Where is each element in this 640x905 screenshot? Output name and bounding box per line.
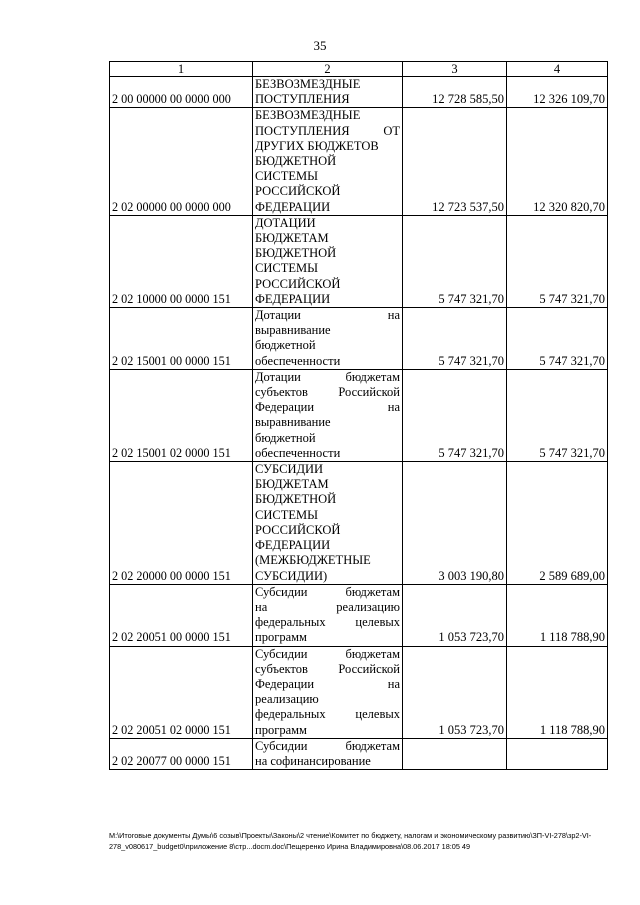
table-row bbox=[110, 462, 608, 585]
row-name-line: ФЕДЕРАЦИИ bbox=[255, 538, 331, 553]
row-value-col4: 5 747 321,70 bbox=[507, 215, 608, 307]
row-name-line: СИСТЕМЫ bbox=[255, 507, 318, 522]
row-name-line: федеральных целевых bbox=[255, 707, 400, 722]
row-code: 2 00 00000 00 0000 000 bbox=[110, 77, 253, 108]
row-name-line: Дотации на bbox=[255, 308, 400, 323]
row-name-line: субъектов Российской bbox=[255, 385, 400, 400]
row-code: 2 02 20051 00 0000 151 bbox=[110, 584, 253, 646]
row-name-line: БЮДЖЕТАМ bbox=[255, 231, 329, 246]
row-value-col3: 12 728 585,50 bbox=[403, 77, 507, 108]
row-name-line: (МЕЖБЮДЖЕТНЫЕ bbox=[255, 553, 371, 568]
row-value-col3: 5 747 321,70 bbox=[403, 369, 507, 461]
row-name-line: ПОСТУПЛЕНИЯ bbox=[255, 92, 350, 107]
row-name-line: БЮДЖЕТНОЙ bbox=[255, 492, 337, 507]
row-value-col3: 5 747 321,70 bbox=[403, 308, 507, 370]
row-name-line: СУБСИДИИ) bbox=[255, 568, 328, 583]
row-name-line: СУБСИДИИ bbox=[255, 462, 324, 477]
row-name-line: на софинансирование bbox=[255, 753, 371, 768]
row-name-line: обеспеченности bbox=[255, 353, 341, 368]
row-name-line: БЕЗВОЗМЕЗДНЫЕ bbox=[255, 108, 361, 123]
row-name-line: программ bbox=[255, 630, 307, 645]
row-name-line: федеральных целевых bbox=[255, 615, 400, 630]
footer-path-line-2: 278_v080617_budget0\приложение 8\стр...docm.doc\Пещеренко Ирина Владимировна\08.06.2017 18:05 49 bbox=[109, 842, 471, 851]
row-code: 2 02 15001 00 0000 151 bbox=[110, 308, 253, 370]
row-name-line: Субсидии бюджетам bbox=[255, 646, 400, 661]
row-name-line: БЕЗВОЗМЕЗДНЫЕ bbox=[255, 77, 361, 91]
column-header-3: 3 bbox=[403, 62, 507, 77]
row-name-line: БЮДЖЕТАМ bbox=[255, 477, 329, 492]
page-number: 35 bbox=[313, 38, 327, 53]
row-name-line: ФЕДЕРАЦИИ bbox=[255, 291, 331, 306]
row-name bbox=[253, 77, 403, 108]
row-name bbox=[253, 369, 403, 461]
row-name bbox=[253, 646, 403, 738]
row-name-line: БЮДЖЕТНОЙ bbox=[255, 246, 337, 261]
row-name-line: Федерации на bbox=[255, 400, 400, 415]
row-name-line: РОССИЙСКОЙ bbox=[255, 522, 341, 537]
row-name-line: БЮДЖЕТНОЙ bbox=[255, 154, 337, 169]
column-header-4: 4 bbox=[507, 62, 608, 77]
table-row bbox=[110, 108, 608, 215]
row-value-col3: 5 747 321,70 bbox=[403, 215, 507, 307]
row-value-col4 bbox=[507, 738, 608, 769]
table-header-row bbox=[110, 62, 608, 77]
row-name bbox=[253, 215, 403, 307]
table-row bbox=[110, 738, 608, 769]
document-footer bbox=[109, 830, 609, 852]
row-code: 2 02 00000 00 0000 000 bbox=[110, 108, 253, 215]
table-row bbox=[110, 77, 608, 108]
row-code: 2 02 20000 00 0000 151 bbox=[110, 462, 253, 585]
row-value-col4: 12 320 820,70 bbox=[507, 108, 608, 215]
row-name-line: СИСТЕМЫ bbox=[255, 169, 318, 184]
row-code: 2 02 15001 02 0000 151 bbox=[110, 369, 253, 461]
row-name-line: программ bbox=[255, 722, 307, 737]
row-code: 2 02 20077 00 0000 151 bbox=[110, 738, 253, 769]
row-name-line: Субсидии бюджетам bbox=[255, 738, 400, 753]
row-name-line: РОССИЙСКОЙ bbox=[255, 276, 341, 291]
table-row bbox=[110, 308, 608, 370]
row-value-col3: 1 053 723,70 bbox=[403, 584, 507, 646]
row-value-col3: 1 053 723,70 bbox=[403, 646, 507, 738]
row-name-line: ФЕДЕРАЦИИ bbox=[255, 199, 331, 214]
table-row bbox=[110, 646, 608, 738]
row-name bbox=[253, 462, 403, 585]
row-name-line: обеспеченности bbox=[255, 445, 341, 460]
row-name-line: ДОТАЦИИ bbox=[255, 215, 316, 230]
row-name-line: бюджетной bbox=[255, 430, 316, 445]
row-name-line: СИСТЕМЫ bbox=[255, 261, 318, 276]
row-name bbox=[253, 108, 403, 215]
table-row bbox=[110, 215, 608, 307]
row-name-line: на реализацию bbox=[255, 599, 400, 614]
column-header-1: 1 bbox=[110, 62, 253, 77]
footer-path-line-1: М:\Итоговые документы Думы\6 созыв\Проекты\Законы\2 чтение\Комитет по бюджету, налогам и экономическому развитию\ЗП-VI-278\зр2-VI- bbox=[109, 831, 592, 840]
budget-table bbox=[109, 61, 608, 770]
row-value-col4: 1 118 788,90 bbox=[507, 646, 608, 738]
row-name-line: РОССИЙСКОЙ bbox=[255, 184, 341, 199]
row-name bbox=[253, 584, 403, 646]
row-value-col4: 12 326 109,70 bbox=[507, 77, 608, 108]
row-name-line: ДРУГИХ БЮДЖЕТОВ bbox=[255, 138, 379, 153]
row-value-col4: 5 747 321,70 bbox=[507, 308, 608, 370]
row-value-col4: 1 118 788,90 bbox=[507, 584, 608, 646]
row-value-col4: 5 747 321,70 bbox=[507, 369, 608, 461]
row-name-line: Федерации на bbox=[255, 676, 400, 691]
row-code: 2 02 20051 02 0000 151 bbox=[110, 646, 253, 738]
row-name-line: бюджетной bbox=[255, 338, 316, 353]
row-name bbox=[253, 308, 403, 370]
row-name-line: реализацию bbox=[255, 692, 319, 707]
row-name-line: Субсидии бюджетам bbox=[255, 584, 400, 599]
row-name-line: выравнивание bbox=[255, 415, 331, 430]
row-name-line: выравнивание bbox=[255, 323, 331, 338]
table-row bbox=[110, 369, 608, 461]
row-value-col3: 3 003 190,80 bbox=[403, 462, 507, 585]
row-value-col4: 2 589 689,00 bbox=[507, 462, 608, 585]
row-code: 2 02 10000 00 0000 151 bbox=[110, 215, 253, 307]
table-row bbox=[110, 584, 608, 646]
row-name-line: субъектов Российской bbox=[255, 661, 400, 676]
row-value-col3 bbox=[403, 738, 507, 769]
row-name-line: ПОСТУПЛЕНИЯ ОТ bbox=[255, 123, 400, 138]
row-name-line: Дотации бюджетам bbox=[255, 369, 400, 384]
row-name bbox=[253, 738, 403, 769]
row-value-col3: 12 723 537,50 bbox=[403, 108, 507, 215]
column-header-2: 2 bbox=[253, 62, 403, 77]
